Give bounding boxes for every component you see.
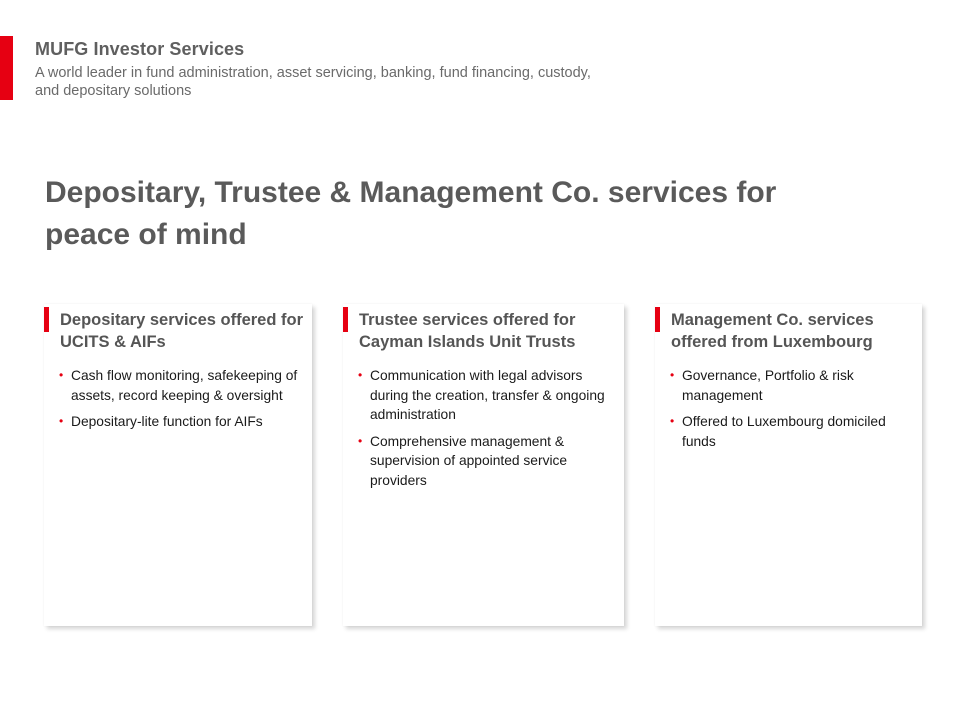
list-item-text: Governance, Portfolio & risk management bbox=[682, 368, 854, 403]
list-item-text: Cash flow monitoring, safekeeping of assets, record keeping & oversight bbox=[71, 368, 298, 403]
card-trustee bbox=[343, 304, 624, 626]
bullet-icon: • bbox=[59, 414, 64, 428]
card-header bbox=[655, 304, 922, 358]
card-body bbox=[669, 366, 914, 458]
card-accent-bar bbox=[343, 307, 348, 332]
list-item-text: Comprehensive management & supervision of appointed service providers bbox=[370, 433, 568, 488]
card-body bbox=[357, 366, 616, 497]
list-item bbox=[669, 366, 914, 405]
list-item bbox=[58, 366, 304, 405]
list-item-text: Communication with legal advisors during the creation, transfer & ongoing administration bbox=[370, 368, 605, 422]
bullet-icon: • bbox=[670, 414, 675, 428]
card-header bbox=[343, 304, 624, 358]
card-accent-bar bbox=[44, 307, 49, 332]
page-title: Depositary, Trustee & Management Co. services for peace of mind bbox=[45, 176, 777, 251]
card-heading: Management Co. services offered from Luxembourg bbox=[671, 311, 874, 351]
card-management-co bbox=[655, 304, 922, 626]
list-item-text: Offered to Luxembourg domiciled funds bbox=[682, 414, 886, 449]
bullet-icon: • bbox=[358, 433, 363, 448]
bullet-icon: • bbox=[59, 368, 64, 382]
bullet-icon: • bbox=[670, 368, 675, 382]
card-depositary bbox=[44, 304, 312, 626]
card-body bbox=[58, 366, 304, 439]
card-heading: Depositary services offered for UCITS & AIFs bbox=[60, 311, 304, 351]
list-item bbox=[357, 366, 616, 425]
brand-accent-bar bbox=[0, 36, 13, 100]
list-item bbox=[58, 412, 304, 432]
list-item bbox=[669, 412, 914, 451]
card-header bbox=[44, 304, 312, 358]
bullet-icon: • bbox=[358, 368, 363, 382]
card-heading: Trustee services offered for Cayman Islands Unit Trusts bbox=[359, 311, 576, 351]
list-item-text: Depositary-lite function for AIFs bbox=[71, 414, 263, 429]
brand-tagline: A world leader in fund administration, asset servicing, banking, fund financing, custody, and depositary solutions bbox=[35, 65, 591, 99]
card-accent-bar bbox=[655, 307, 660, 332]
list-item bbox=[357, 432, 616, 491]
brand-name: MUFG Investor Services bbox=[35, 39, 245, 59]
